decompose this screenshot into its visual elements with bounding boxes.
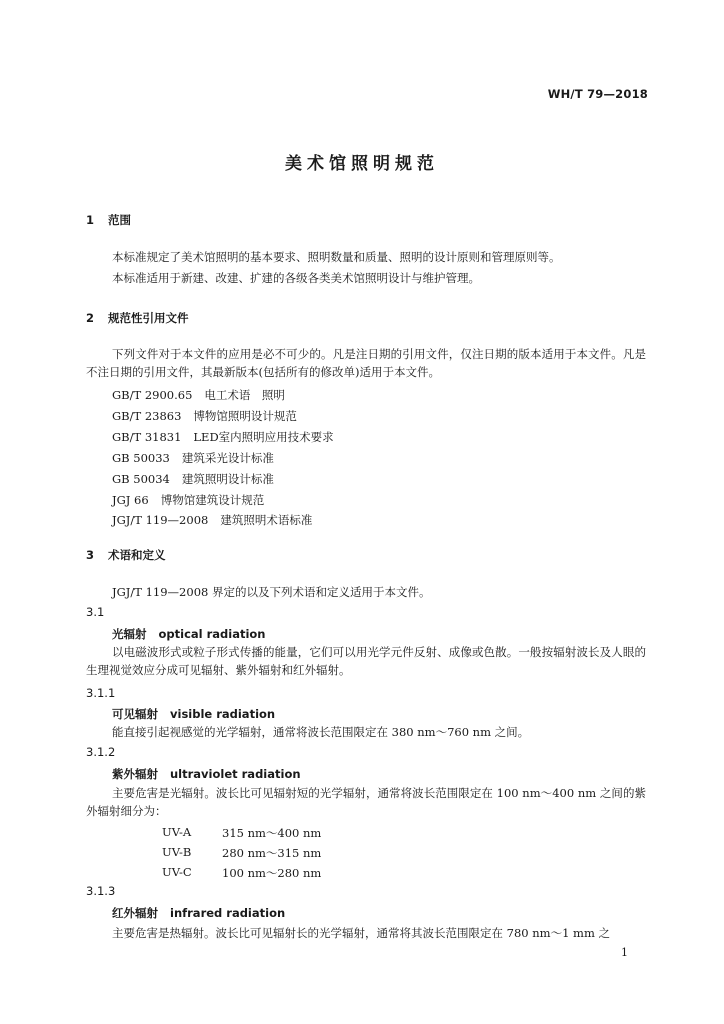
reference-item: [112, 471, 274, 487]
term-en: infrared radiation: [170, 906, 286, 920]
terms-intro: JGJ/T 119—2008 界定的以及下列术语和定义适用于本文件。: [112, 585, 431, 599]
uv-band-range: 100 nm～280 nm: [222, 866, 322, 880]
reference-code: GB/T 23863: [112, 409, 182, 423]
term-en: optical radiation: [158, 627, 266, 641]
section-2-heading: [86, 310, 189, 326]
term-definition: 主要危害是光辐射。波长比可见辐射短的光学辐射，通常将波长范围限定在 100 nm～400 nm 之间的紫外辐射细分为：: [86, 786, 646, 818]
uv-band-name: UV-A: [162, 825, 192, 839]
uv-band-name: UV-B: [162, 845, 192, 859]
section-number: 2: [86, 311, 95, 325]
section-title: 术语和定义: [108, 548, 166, 562]
reference-item: [112, 512, 312, 528]
clause-number: 3.1.1: [86, 686, 116, 700]
uv-band-name: UV-C: [162, 865, 192, 879]
term-en: ultraviolet radiation: [170, 767, 301, 781]
term-zh: 光辐射: [112, 627, 147, 641]
term-definition: 以电磁波形式或粒子形式传播的能量，它们可以用光学元件反射、成像或色散。一般按辐射波长及人眼的生理视觉效应分成可见辐射、紫外辐射和红外辐射。: [86, 645, 646, 677]
section-title: 范围: [108, 213, 131, 227]
reference-title: 电工术语 照明: [204, 388, 285, 402]
page-number: 1: [621, 946, 628, 959]
standard-number: WH/T 79—2018: [547, 87, 648, 101]
section-title: 规范性引用文件: [108, 311, 189, 325]
reference-code: GB/T 2900.65: [112, 388, 193, 402]
term-definition: 能直接引起视感觉的光学辐射，通常将波长范围限定在 380 nm～760 nm 之间。: [112, 725, 530, 739]
uv-band-range: 280 nm～315 nm: [222, 846, 322, 860]
clause-number: 3.1.3: [86, 884, 116, 898]
clause-number: 3.1: [86, 605, 105, 619]
term-heading: [112, 766, 301, 782]
section-number: 1: [86, 213, 95, 227]
term-en: visible radiation: [170, 707, 276, 721]
reference-item: [112, 450, 274, 466]
section-1-heading: [86, 212, 131, 228]
section-number: 3: [86, 548, 95, 562]
uv-band-range: 315 nm～400 nm: [222, 826, 322, 840]
reference-code: GB/T 31831: [112, 430, 182, 444]
reference-title: 博物馆建筑设计规范: [160, 493, 265, 507]
term-zh: 红外辐射: [112, 906, 158, 920]
reference-item: [112, 492, 264, 508]
term-heading: [112, 626, 266, 642]
term-heading: [112, 706, 275, 722]
reference-title: LED室内照明应用技术要求: [193, 430, 334, 444]
term-heading: [112, 905, 285, 921]
term-zh: 可见辐射: [112, 707, 158, 721]
reference-code: GB 50033: [112, 451, 170, 465]
section-3-heading: [86, 547, 166, 563]
reference-title: 建筑照明设计标准: [181, 472, 274, 486]
scope-paragraph-2: 本标准适用于新建、改建、扩建的各级各类美术馆照明设计与维护管理。: [112, 271, 480, 285]
reference-code: JGJ 66: [112, 493, 149, 507]
scope-paragraph-1: 本标准规定了美术馆照明的基本要求、照明数量和质量、照明的设计原则和管理原则等。: [112, 250, 561, 264]
reference-item: [112, 387, 285, 403]
reference-title: 建筑照明术语标准: [220, 513, 313, 527]
document-title: 美术馆照明规范: [285, 154, 439, 174]
reference-code: GB 50034: [112, 472, 170, 486]
term-definition: 主要危害是热辐射。波长比可见辐射长的光学辐射，通常将其波长范围限定在 780 nm～1 mm 之: [112, 926, 611, 940]
term-zh: 紫外辐射: [112, 767, 158, 781]
reference-title: 建筑采光设计标准: [181, 451, 274, 465]
reference-code: JGJ/T 119—2008: [112, 513, 209, 527]
reference-item: [112, 429, 334, 445]
clause-number: 3.1.2: [86, 745, 116, 759]
reference-title: 博物馆照明设计规范: [193, 409, 297, 423]
references-intro: 下列文件对于本文件的应用是必不可少的。凡是注日期的引用文件，仅注日期的版本适用于本文件。凡是不注日期的引用文件，其最新版本(包括所有的修改单)适用于本文件。: [86, 347, 646, 379]
reference-item: [112, 408, 297, 424]
